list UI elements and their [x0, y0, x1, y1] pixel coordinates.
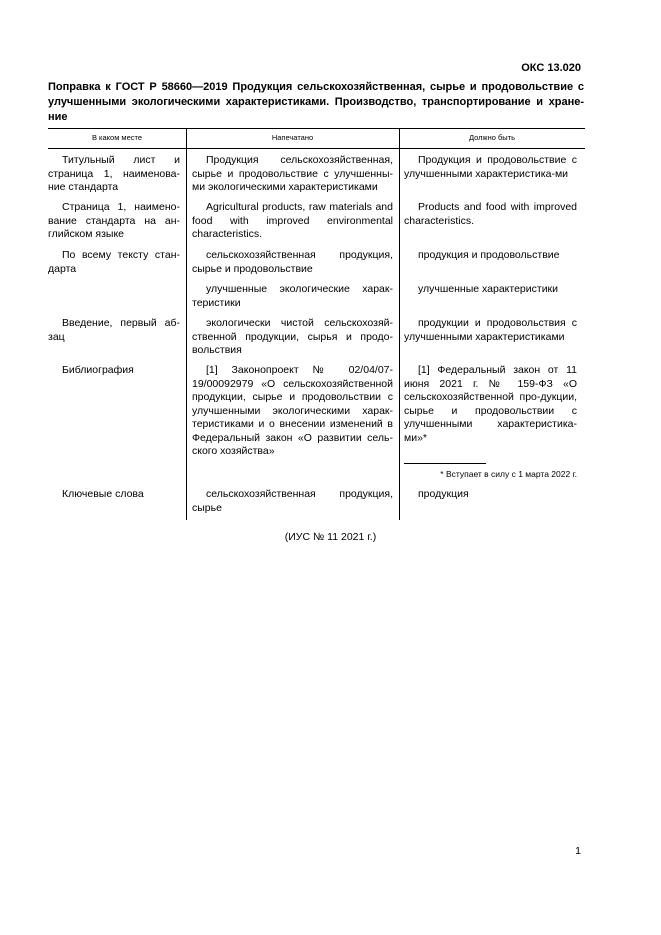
table-top-rule: [48, 128, 585, 129]
document-title: Поправка к ГОСТ Р 58660—2019 Продукция сельскохозяйственная, сырье и продовольствие с улучшенными экологическими характеристиками. Производство, транспортирование и хране-ние: [48, 81, 584, 123]
table-cell-place: Введение, первый аб-зац: [48, 317, 180, 343]
table-cell-printed: экологически чистой сельскохозяй-ственной продукции, сырья и продо-вольствия: [192, 317, 393, 356]
oks-code: ОКС 13.020: [521, 62, 581, 74]
table-cell-place: Ключевые слова: [62, 488, 144, 500]
table-header-rule: [48, 148, 585, 149]
table-cell-printed: Agricultural products, raw materials and food with improved environmental characteristics.: [192, 201, 393, 240]
table-cell-place: Библиография: [62, 364, 134, 376]
table-cell-should-be: [1] Федеральный закон от 11 июня 2021 г. № 159-ФЗ «О сельскохозяйственной про-дукции, сырье и продовольствии с улучшенными характеристика-ми»*: [404, 364, 577, 444]
table-cell-printed: [1] Законопроект № 02/04/07-19/00092979 «О сельскохозяйственной продукции, сырье и продовольствии с улучшенными экологическими харак-теристиками и о внесении изменений в Федеральный закон «О развитии сель-ского хозяйства»: [192, 364, 393, 457]
table-cell-place: Титульный лист и страница 1, наименова-ние стандарта: [48, 154, 180, 193]
footnote: * Вступает в силу с 1 марта 2022 г.: [440, 469, 577, 479]
source-reference: (ИУС № 11 2021 г.): [284, 531, 377, 543]
table-cell-printed: сельскохозяйственная продукция, сырье: [192, 488, 393, 514]
page-number: 1: [575, 845, 581, 857]
table-cell-should-be: улучшенные характеристики: [418, 283, 559, 295]
table-cell-should-be: продукция и продовольствие: [418, 249, 560, 261]
table-cell-printed: улучшенные экологические харак-теристики: [192, 283, 393, 309]
column-header-printed: Напечатано: [271, 133, 314, 142]
table-cell-printed: Продукция сельскохозяйственная, сырье и продовольствие с улучшенны-ми экологическими характеристиками: [192, 154, 393, 193]
footnote-rule: [404, 463, 486, 464]
table-cell-place: По всему тексту стан-дарта: [48, 249, 180, 275]
column-header-should-be: Должно быть: [469, 133, 515, 142]
table-cell-should-be: продукция: [418, 488, 469, 500]
table-cell-should-be: Products and food with improved characteristics.: [404, 201, 577, 227]
column-header-place: В каком месте: [91, 133, 143, 142]
table-cell-place: Страница 1, наимено-вание стандарта на ан-глийском языке: [48, 201, 180, 240]
table-cell-should-be: продукции и продовольствия с улучшенными характеристиками: [404, 317, 577, 343]
table-cell-should-be: Продукция и продовольствие с улучшенными характеристика-ми: [404, 154, 577, 180]
column-divider-2: [399, 128, 400, 520]
table-cell-printed: сельскохозяйственная продукция, сырье и продовольствие: [192, 249, 393, 275]
column-divider-1: [186, 128, 187, 520]
